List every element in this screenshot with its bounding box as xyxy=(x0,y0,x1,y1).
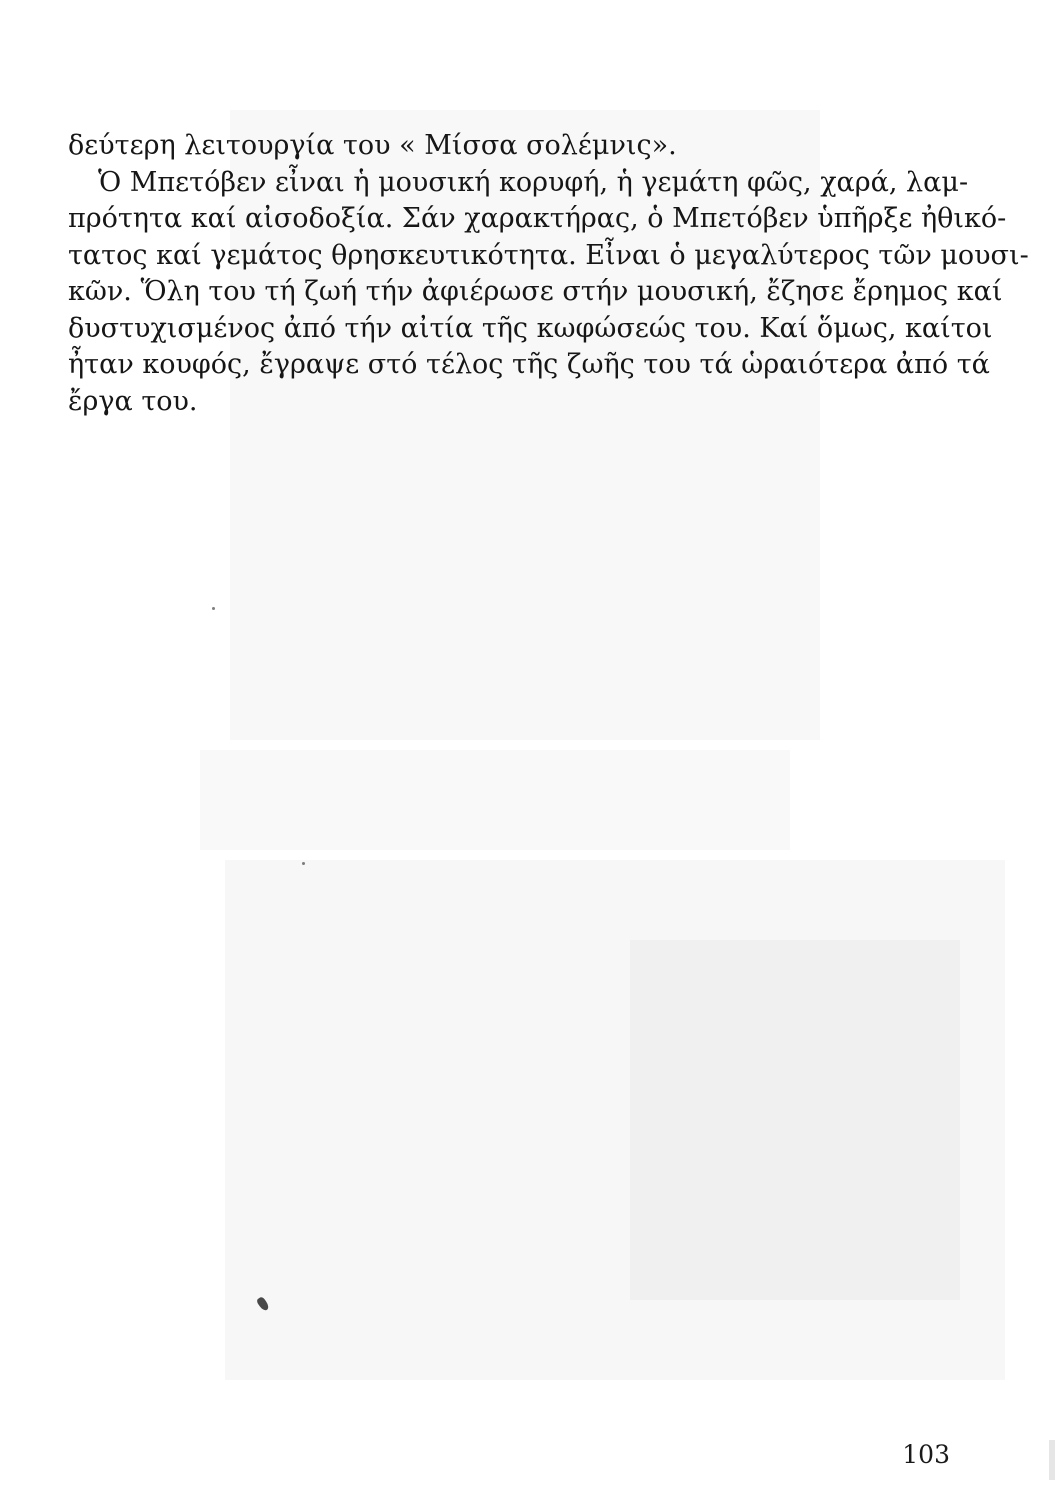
text-line: δεύτερη λειτουργία του « Μίσσα σολέμνις». xyxy=(68,130,677,161)
page-edge-mark xyxy=(1049,1440,1055,1480)
text-line: δυστυχισμένος ἀπό τήν αἰτία τῆς κωφώσεώς του. Καί ὅμως, καίτοι xyxy=(68,312,993,344)
show-through-image-shade xyxy=(630,940,960,1300)
text-line: Ὁ Μπετόβεν εἶναι ἡ μουσική κορυφή, ἡ γεμάτη φῶς, χαρά, λαμ- xyxy=(98,166,969,198)
text-line: κῶν. Ὅλη του τή ζωή τήν ἀφιέρωσε στήν μουσική, ἔζησε ἔρημος καί xyxy=(68,276,1003,307)
text-line: ἔργα του. xyxy=(68,385,198,417)
page-number: 103 xyxy=(902,1440,950,1469)
body-text xyxy=(68,128,1029,420)
text-line: τατος καί γεμάτος θρησκευτικότητα. Εἶναι ὁ μεγαλύτερος τῶν μουσι- xyxy=(68,239,1029,271)
ink-speck xyxy=(302,862,305,865)
text-line: πρότητα καί αἰσοδοξία. Σάν χαρακτήρας, ὁ Μπετόβεν ὑπῆρξε ἠθικό- xyxy=(68,203,1007,234)
ink-speck xyxy=(212,607,215,610)
text-line: ἦταν κουφός, ἔγραψε στό τέλος τῆς ζωῆς του τά ὡραιότερα ἀπό τά xyxy=(68,349,990,380)
show-through-shade xyxy=(200,750,790,850)
